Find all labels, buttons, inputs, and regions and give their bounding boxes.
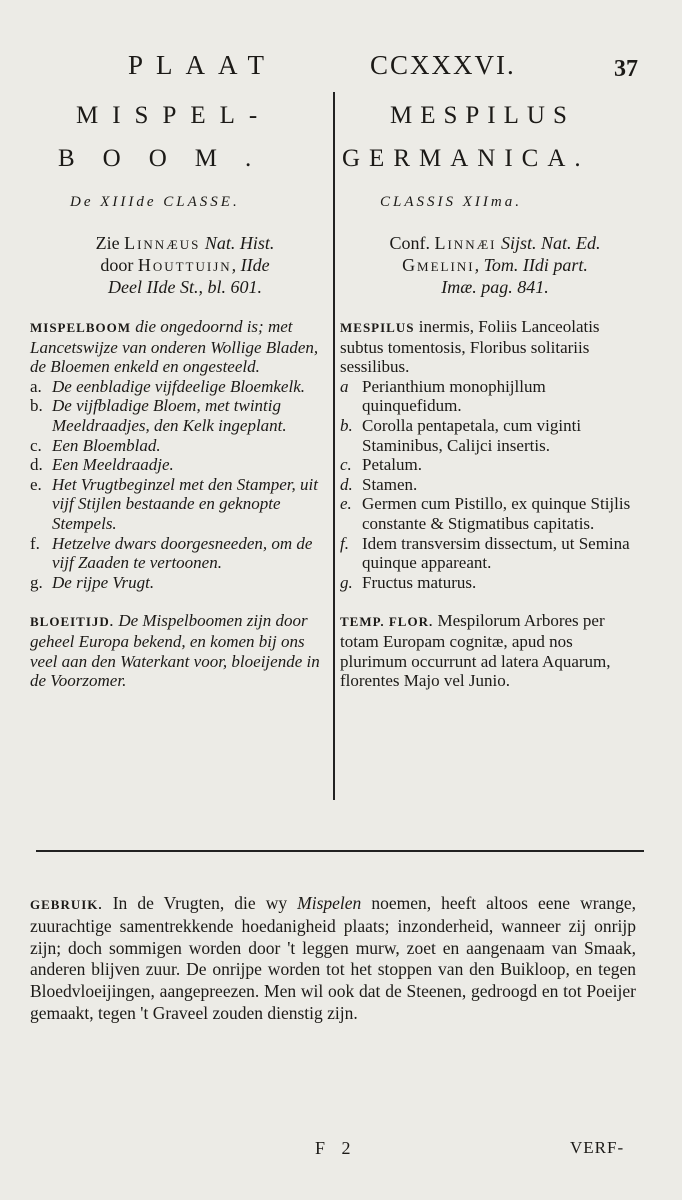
reference-dutch: Zie Linnæus Nat. Hist. door Houttuijn, IIde Deel IIde St., bl. 601. [95,233,275,297]
dutch-item: g. De rijpe Vrugt. [30,572,155,592]
latin-item: d. Stamen. [340,474,418,494]
section-rule [36,850,644,852]
latin-item: f. Idem transversim dissectum, ut Semina quinque appareant. [340,533,630,573]
dutch-item: e. Het Vrugtbeginzel met den Stamper, uit vijf Stijlen bestaande en geknopte Stempels. [30,474,318,533]
dutch-item: d. Een Meeldraadje. [30,455,174,475]
latin-item: g. Fructus maturus. [340,572,477,592]
class-dutch: De XIIIde CLASSE. [70,194,240,210]
class-latin: CLASSIS XIIma. [380,194,522,210]
plate-label: PLAAT [128,50,278,80]
latin-column [340,317,640,691]
title-latin-line1: MESPILUS [390,102,575,129]
title-dutch-line2: BOOM. [58,145,280,172]
dutch-flowering-time: BLOEITIJD. De Mispelboomen zijn door geheel Europa bekend, en komen bij ons veel aan den Waterkant voor, bloeijende in de Voorzomer. [30,611,320,691]
latin-item: a Perianthium monophijllum quinquefidum. [340,376,546,416]
dutch-description: MISPELBOOM die ongedoornd is; met Lancetswijze van onderen Wollige Bladen, de Bloemen enkeld en ongesteeld. [30,317,319,377]
catchword: VERF- [570,1138,625,1157]
reference-latin: Conf. Linnæi Sijst. Nat. Ed. Gmelini, Tom. IIdi part. Imæ. pag. 841. [389,233,601,297]
title-dutch-line1: MISPEL- [76,102,272,129]
page-number: 37 [614,56,638,82]
dutch-item: b. De vijfbladige Bloem, met twintig Meeldraadjes, den Kelk ingeplant. [30,396,287,435]
signature-mark: F 2 [315,1138,357,1158]
latin-description: MESPILUS inermis, Foliis Lanceolatis subtus tomentosis, Floribus solitariis sessilibus. [340,317,600,377]
latin-item: e. Germen cum Pistillo, ex quinque Stijlis constante & Stigmatibus capitatis. [340,494,631,533]
latin-item: c. Petalum. [340,455,422,475]
dutch-item: a. De eenbladige vijfdeelige Bloemkelk. [30,376,305,396]
column-divider [333,92,335,800]
title-latin-line2: GERMANICA. [342,145,590,172]
dutch-item: c. Een Bloemblad. [30,435,161,455]
plate-number: CCXXXVI. [370,50,516,80]
usage-paragraph: GEBRUIK. In de Vrugten, die wy Mispelen noemen, heeft altoos eene wrange, zuurachtige samentrekkende hoedanigheid plaats; inzonderheid, wanneer zij onrijp zijn; doch sommigen worden door 't leggen murw, zoet en aangenaam van Smaak, anderen blijven zuur. De onrijpe worden tot het stoppen van den Buikloop, en tegen Bloedvloeijingen, aangepreezen. Men wil ook dat de Steenen, gedroogd en tot Poeijer gemaakt, tegen 't Graveel zouden dienstig zijn. [30,893,636,1023]
dutch-column [30,317,330,691]
dutch-item: f. Hetzelve dwars doorgesneeden, om de vijf Zaaden te vertoonen. [30,533,313,573]
latin-flowering-time: TEMP. FLOR. Mespilorum Arbores per totam Europam cognitæ, apud nos plurimum occurrunt ad latera Aquarum, florentes Majo vel Junio. [340,611,611,691]
latin-item: b. Corolla pentapetala, cum viginti Staminibus, Calijci insertis. [340,415,582,455]
